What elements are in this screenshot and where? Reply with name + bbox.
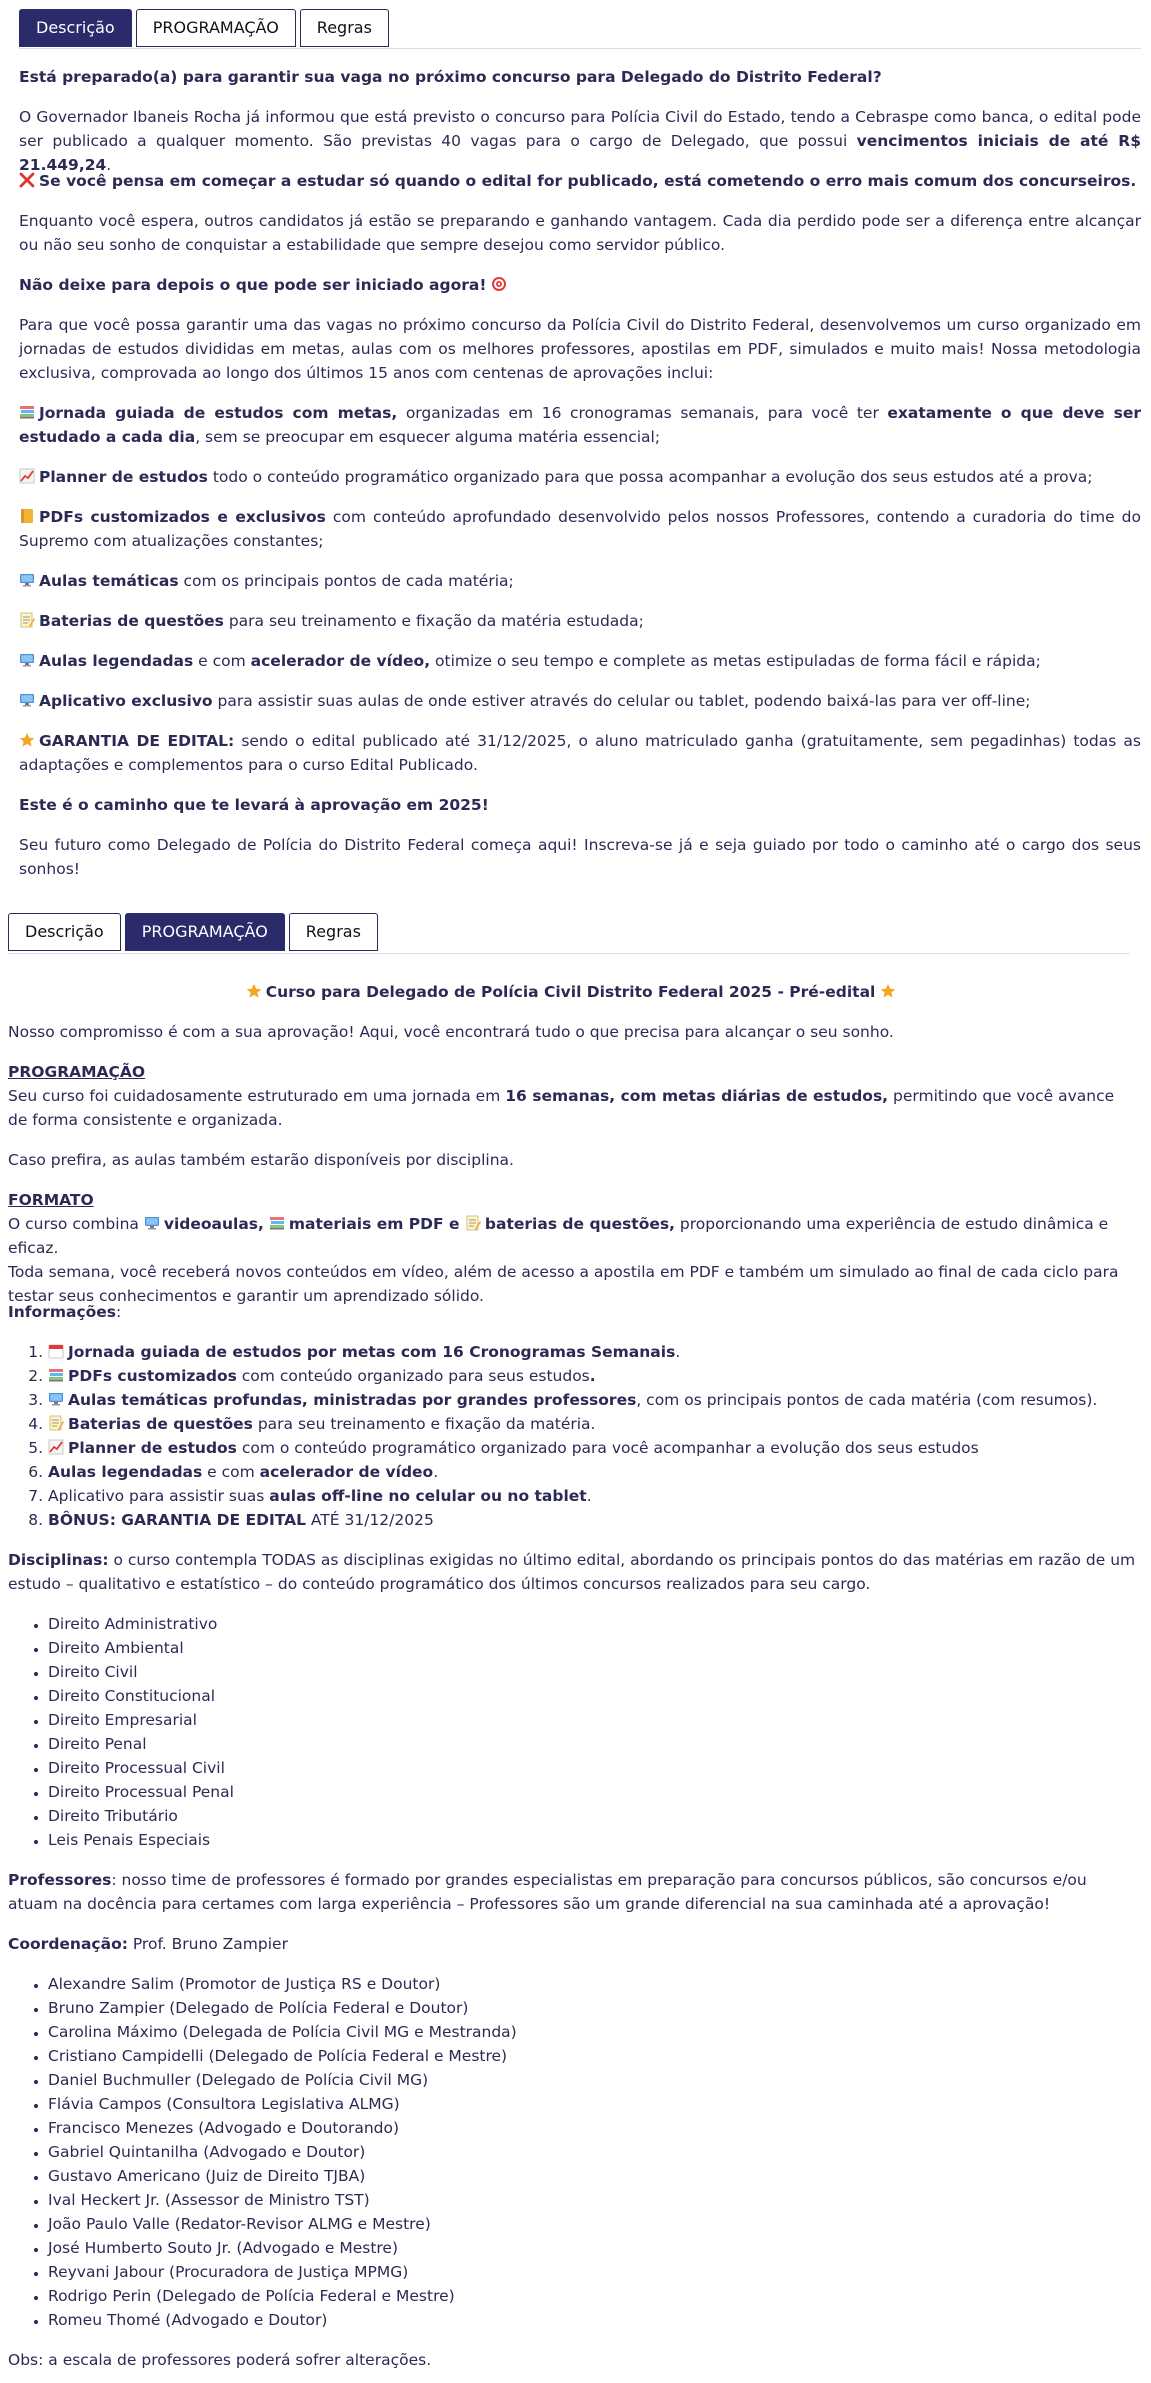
list-item: • Gustavo Americano (Juiz de Direito TJBA) <box>48 2164 1138 2188</box>
professores-list <box>8 1972 1138 2332</box>
tab-divider <box>19 48 1141 49</box>
list-item: • Direito Ambiental <box>48 1636 1138 1660</box>
tab-bar-top <box>19 9 389 47</box>
call-to-action: Não deixe para depois o que pode ser iniciado agora! <box>19 273 1141 297</box>
waiting-paragraph: Enquanto você espera, outros candidatos já estão se preparando e ganhando vantagem. Cada dia perdido pode ser a diferença entre alcançar ou não seu sonho de conquistar a estabilidade que sempre desejou como servidor público. <box>19 212 1141 254</box>
list-item: • Rodrigo Perin (Delegado de Polícia Federal e Mestre) <box>48 2284 1138 2308</box>
disciplinas-paragraph: Disciplinas: o curso contempla TODAS as disciplinas exigidas no último edital, abordando os principais pontos do das matérias em razão de um estudo – qualitativo e estatístico – do conteúdo programático dos últimos concursos realizados para seu cargo. <box>8 1551 1136 1593</box>
monitor-icon <box>19 652 35 668</box>
list-item: • Direito Penal <box>48 1732 1138 1756</box>
memo-icon <box>48 1415 64 1431</box>
list-item: • Direito Processual Penal <box>48 1780 1138 1804</box>
warning-text: Se você pensa em começar a estudar só quando o edital for publicado, está cometendo o erro mais comum dos concurseiros. <box>19 169 1141 193</box>
list-item: 3. Aulas temáticas profundas, ministradas por grandes professores, com os principais pontos de cada matéria (com resumos). <box>48 1388 1138 1412</box>
list-item: • Direito Constitucional <box>48 1684 1138 1708</box>
notebook-icon <box>19 508 35 524</box>
tab-divider <box>8 953 1130 954</box>
informacoes-heading: Informações: <box>8 1303 122 1321</box>
list-item: • Alexandre Salim (Promotor de Justiça RS e Doutor) <box>48 1972 1138 1996</box>
list-item: • Daniel Buchmuller (Delegado de Polícia Civil MG) <box>48 2068 1138 2092</box>
memo-icon <box>465 1215 481 1231</box>
star-icon <box>880 983 896 999</box>
headline-question: Está preparado(a) para garantir sua vaga no próximo concurso para Delegado do Distrito Federal? <box>19 68 882 86</box>
tab-programacao[interactable]: PROGRAMAÇÃO <box>136 9 296 47</box>
list-item: 5. Planner de estudos com o conteúdo programático organizado para você acompanhar a evolução dos seus estudos <box>48 1436 1138 1460</box>
star-icon <box>246 983 262 999</box>
feature-question-batteries: Baterias de questões para seu treinamento e fixação da matéria estudada; <box>19 609 1141 633</box>
coordenacao-text: Coordenação: Prof. Bruno Zampier <box>8 1935 288 1953</box>
formato-section: FORMATO O curso combina videoaulas, materiais em PDF e baterias de questões, proporcionando uma experiência de estudo dinâmica e eficaz. Toda semana, você receberá novos conteúdos em vídeo, além de acesso a apostila em PDF e também um simulado ao final de cada ciclo para testar seus conhecimentos e garantir um aprendizado sólido. <box>8 1191 1119 1305</box>
feature-exclusive-app: Aplicativo exclusivo para assistir suas aulas de onde estiver através do celular ou tablet, podendo baixá-las para ver off-line; <box>19 689 1141 713</box>
list-item: • Direito Processual Civil <box>48 1756 1138 1780</box>
path-statement: Este é o caminho que te levará à aprovação em 2025! <box>19 796 489 814</box>
monitor-icon <box>19 692 35 708</box>
programacao-section: PROGRAMAÇÃO Seu curso foi cuidadosamente estruturado em uma jornada em 16 semanas, com metas diárias de estudos, permitindo que você avance de forma consistente e organizada. <box>8 1063 1115 1129</box>
monitor-icon <box>144 1215 160 1231</box>
obs-text: Obs: a escala de professores poderá sofrer alterações. <box>8 2351 432 2369</box>
methodology-paragraph: Para que você possa garantir uma das vagas no próximo concurso da Polícia Civil do Distrito Federal, desenvolvemos um curso organizado em jornadas de estudos divididas em metas, aulas com os melhores professores, apostilas em PDF, simulados e muito mais! Nossa metodologia exclusiva, comprovada ao longo dos últimos 15 anos com centenas de aprovações inclui: <box>19 316 1141 382</box>
list-item: 4. Baterias de questões para seu treinamento e fixação da matéria. <box>48 1412 1138 1436</box>
tab-bar-bottom <box>8 913 378 951</box>
list-item: • Direito Administrativo <box>48 1612 1138 1636</box>
list-item: 2. PDFs customizados com conteúdo organizado para seus estudos. <box>48 1364 1138 1388</box>
list-item: 8. BÔNUS: GARANTIA DE EDITAL ATÉ 31/12/2025 <box>48 1508 1138 1532</box>
feature-thematic-classes: Aulas temáticas com os principais pontos de cada matéria; <box>19 569 1141 593</box>
list-item: • Direito Tributário <box>48 1804 1138 1828</box>
feature-subtitled-classes: Aulas legendadas e com acelerador de vídeo, otimize o seu tempo e complete as metas estipuladas de forma fácil e rápida; <box>19 649 1141 673</box>
memo-icon <box>19 612 35 628</box>
list-item: 1. Jornada guiada de estudos por metas com 16 Cronogramas Semanais. <box>48 1340 1138 1364</box>
tab-programacao[interactable]: PROGRAMAÇÃO <box>125 913 285 951</box>
chart-up-icon <box>19 468 35 484</box>
list-item: • Ival Heckert Jr. (Assessor de Ministro TST) <box>48 2188 1138 2212</box>
books-icon <box>269 1215 285 1231</box>
tab-regras[interactable]: Regras <box>289 913 378 951</box>
feature-pdfs: PDFs customizados e exclusivos com conteúdo aprofundado desenvolvido pelos nossos Professores, contendo a curadoria do time do Supremo com atualizações constantes; <box>19 508 1141 550</box>
list-item: • Gabriel Quintanilha (Advogado e Doutor) <box>48 2140 1138 2164</box>
programacao-heading: PROGRAMAÇÃO <box>8 1063 146 1081</box>
cross-mark-icon <box>19 172 35 188</box>
tab-regras[interactable]: Regras <box>300 9 389 47</box>
list-item: • Direito Civil <box>48 1660 1138 1684</box>
future-paragraph: Seu futuro como Delegado de Polícia do Distrito Federal começa aqui! Inscreva-se já e seja guiado por todo o caminho até o cargo dos seus sonhos! <box>19 836 1141 878</box>
feature-guided-journey: Jornada guiada de estudos com metas, organizadas em 16 cronogramas semanais, para você ter exatamente o que deve ser estudado a cada dia, sem se preocupar em esquecer alguma matéria essencial; <box>19 404 1141 446</box>
feature-planner: Planner de estudos todo o conteúdo programático organizado para que possa acompanhar a evolução dos seus estudos até a prova; <box>19 465 1141 489</box>
list-item: • Cristiano Campidelli (Delegado de Polícia Federal e Mestre) <box>48 2044 1138 2068</box>
list-item: • Reyvani Jabour (Procuradora de Justiça MPMG) <box>48 2260 1138 2284</box>
disciplinas-list <box>8 1612 1138 1852</box>
list-item: • Flávia Campos (Consultora Legislativa ALMG) <box>48 2092 1138 2116</box>
chart-up-icon <box>48 1439 64 1455</box>
list-item: 6. Aulas legendadas e com acelerador de vídeo. <box>48 1460 1138 1484</box>
intro-paragraph: O Governador Ibaneis Rocha já informou que está previsto o concurso para Polícia Civil do Estado, tendo a Cebraspe como banca, o edital pode ser publicado a qualquer momento. São previstas 40 vagas para o cargo de Delegado, que possui vencimentos iniciais de até R$ 21.449,24. <box>19 108 1141 174</box>
course-title: Curso para Delegado de Polícia Civil Distrito Federal 2025 - Pré-edital <box>8 980 1138 1004</box>
tab-descricao[interactable]: Descrição <box>8 913 121 951</box>
list-item: • Leis Penais Especiais <box>48 1828 1138 1852</box>
informacoes-list <box>8 1340 1138 1532</box>
list-item: • Francisco Menezes (Advogado e Doutorando) <box>48 2116 1138 2140</box>
feature-guarantee: GARANTIA DE EDITAL: sendo o edital publicado até 31/12/2025, o aluno matriculado ganha (gratuitamente, sem pegadinhas) todas as adaptações e complementos para o curso Edital Publicado. <box>19 732 1141 774</box>
monitor-icon <box>48 1391 64 1407</box>
list-item: • Direito Empresarial <box>48 1708 1138 1732</box>
list-item: • Carolina Máximo (Delegada de Polícia Civil MG e Mestranda) <box>48 2020 1138 2044</box>
list-item: • João Paulo Valle (Redator-Revisor ALMG e Mestre) <box>48 2212 1138 2236</box>
star-icon <box>19 732 35 748</box>
discipline-option-text: Caso prefira, as aulas também estarão disponíveis por disciplina. <box>8 1151 514 1169</box>
formato-heading: FORMATO <box>8 1191 94 1209</box>
target-icon <box>491 276 507 292</box>
tab-descricao[interactable]: Descrição <box>19 9 132 47</box>
calendar-icon <box>48 1343 64 1359</box>
list-item: • José Humberto Souto Jr. (Advogado e Mestre) <box>48 2236 1138 2260</box>
books-icon <box>48 1367 64 1383</box>
commitment-text: Nosso compromisso é com a sua aprovação! Aqui, você encontrará tudo o que precisa para alcançar o seu sonho. <box>8 1023 894 1041</box>
professores-paragraph: Professores: nosso time de professores é formado por grandes especialistas em preparação para concursos públicos, são concursos e/ou atuam na docência para certames com larga experiência – Professores são um grande diferencial na sua caminhada até a aprovação! <box>8 1871 1087 1913</box>
list-item: • Romeu Thomé (Advogado e Doutor) <box>48 2308 1138 2332</box>
list-item: 7. Aplicativo para assistir suas aulas off-line no celular ou no tablet. <box>48 1484 1138 1508</box>
books-icon <box>19 404 35 420</box>
list-item: • Bruno Zampier (Delegado de Polícia Federal e Doutor) <box>48 1996 1138 2020</box>
monitor-icon <box>19 572 35 588</box>
